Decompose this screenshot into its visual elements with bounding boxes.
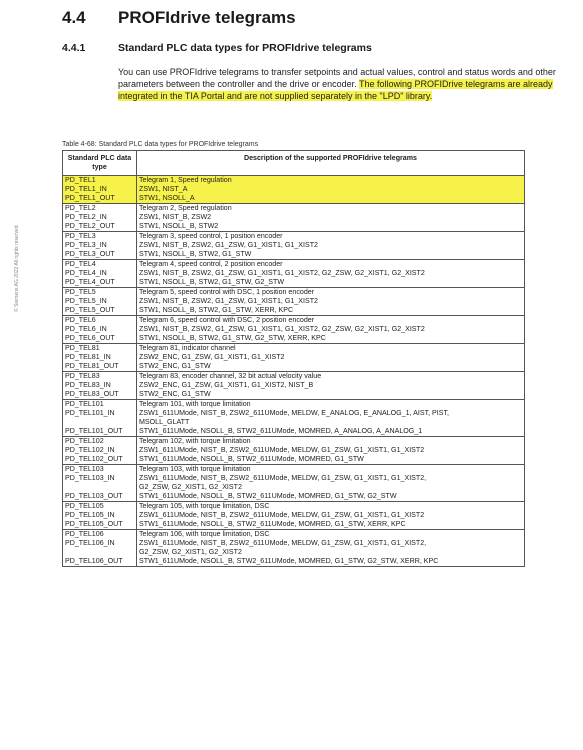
plc-type-line: PD_TEL83 (65, 372, 100, 380)
table-row (63, 372, 525, 400)
plc-type-line: PD_TEL81_IN (65, 353, 111, 361)
description-line: STW2_ENC, G1_STW (139, 390, 211, 398)
description-cell (137, 502, 525, 530)
table-row (63, 465, 525, 502)
description-line: STW2_ENC, G1_STW (139, 362, 211, 370)
plc-type-line: PD_TEL1 (65, 176, 96, 184)
plc-type-line: PD_TEL105_IN (65, 511, 115, 519)
description-line: ZSW1_611UMode, NIST_B, ZSW2_611UMode, MELDW, G1_ZSW, G1_XIST1, G1_XIST2 (139, 511, 425, 519)
table-row (63, 232, 525, 260)
table-row (63, 204, 525, 232)
description-line: Telegram 101, with torque limitation (139, 400, 251, 408)
description-cell (137, 260, 525, 288)
plc-type-line (65, 548, 134, 557)
description-line: ZSW1, NIST_B, ZSW2, G1_ZSW, G1_XIST1, G1_XIST2, G2_ZSW, G2_XIST1, G2_XIST2 (139, 325, 425, 333)
table-caption: Table 4-68: Standard PLC data types for PROFIdrive telegrams (62, 141, 259, 148)
description-cell (137, 400, 525, 437)
plc-type-line: PD_TEL105_OUT (65, 520, 123, 528)
plc-type-line: PD_TEL6_OUT (65, 334, 115, 342)
description-line: Telegram 2, Speed regulation (139, 204, 232, 212)
plc-type-line: PD_TEL2_IN (65, 213, 107, 221)
plc-type-line: PD_TEL5 (65, 288, 96, 296)
subsection-heading (62, 42, 372, 54)
description-line: Telegram 103, with torque limitation (139, 465, 251, 473)
description-line: Telegram 1, Speed regulation (139, 176, 232, 184)
description-cell (137, 437, 525, 465)
plc-type-cell (63, 400, 137, 437)
plc-type-line: PD_TEL101_IN (65, 409, 115, 417)
plc-type-line: PD_TEL6_IN (65, 325, 107, 333)
table-row (63, 437, 525, 465)
description-line: Telegram 81, indicator channel (139, 344, 236, 352)
header-plc-data-type: Standard PLC data type (63, 151, 137, 176)
plc-type-line: PD_TEL5_OUT (65, 306, 115, 314)
section-number: 4.4 (62, 8, 86, 27)
description-cell (137, 288, 525, 316)
description-line: ZSW2_ENC, G1_ZSW, G1_XIST1, G1_XIST2, NIST_B (139, 381, 314, 389)
description-line: ZSW1_611UMode, NIST_B, ZSW2_611UMode, MELDW, G1_ZSW, G1_XIST1, G1_XIST2, (139, 539, 427, 547)
telegram-table (62, 150, 525, 567)
plc-type-cell (63, 530, 137, 567)
plc-type-cell (63, 316, 137, 344)
table-row (63, 502, 525, 530)
header-description: Description of the supported PROFIdrive telegrams (137, 151, 525, 176)
description-cell (137, 204, 525, 232)
plc-type-line: PD_TEL2_OUT (65, 222, 115, 230)
plc-type-line: PD_TEL83_OUT (65, 390, 119, 398)
description-cell (137, 316, 525, 344)
description-line: ZSW1, NIST_B, ZSW2, G1_ZSW, G1_XIST1, G1_XIST2, G2_ZSW, G2_XIST1, G2_XIST2 (139, 269, 425, 277)
description-line: Telegram 106, with torque limitation, DSC (139, 530, 270, 538)
plc-type-cell (63, 176, 137, 204)
plc-type-line: PD_TEL106 (65, 530, 104, 538)
table-row (63, 260, 525, 288)
table-row (63, 288, 525, 316)
subsection-number: 4.4.1 (62, 42, 86, 54)
description-line: Telegram 105, with torque limitation, DSC (139, 502, 270, 510)
plc-type-cell (63, 260, 137, 288)
description-line: ZSW1_611UMode, NIST_B, ZSW2_611UMode, MELDW, G1_ZSW, G1_XIST1, G1_XIST2, (139, 474, 427, 482)
plc-type-line (65, 483, 134, 492)
description-line: Telegram 5, speed control with DSC, 1 position encoder (139, 288, 315, 296)
description-line: Telegram 4, speed control, 2 position encoder (139, 260, 283, 268)
description-line: Telegram 102, with torque limitation (139, 437, 251, 445)
table-row (63, 530, 525, 567)
description-cell (137, 465, 525, 502)
description-line: STW1_611UMode, NSOLL_B, STW2_611UMode, MOMRED, G1_STW, XERR, KPC (139, 520, 406, 528)
plc-type-line: PD_TEL81 (65, 344, 100, 352)
table-body (63, 176, 525, 567)
plc-type-line: PD_TEL3_IN (65, 241, 107, 249)
plc-type-line (65, 418, 134, 427)
section-title: PROFIdrive telegrams (118, 8, 296, 27)
description-line: STW1, NSOLL_B, STW2, G1_STW, XERR, KPC (139, 306, 294, 314)
plc-type-cell (63, 204, 137, 232)
description-cell (137, 232, 525, 260)
plc-type-line: PD_TEL81_OUT (65, 362, 119, 370)
plc-type-line: PD_TEL101 (65, 400, 104, 408)
plc-type-cell (63, 502, 137, 530)
plc-type-line: PD_TEL3_OUT (65, 250, 115, 258)
description-cell (137, 176, 525, 204)
section-heading (62, 8, 296, 28)
description-line: STW1, NSOLL_B, STW2 (139, 222, 219, 230)
description-line: STW1, NSOLL_B, STW2, G1_STW, G2_STW, XERR, KPC (139, 334, 326, 342)
plc-type-line: PD_TEL6 (65, 316, 96, 324)
description-line: STW1, NSOLL_B, STW2, G1_STW (139, 250, 252, 258)
description-line: ZSW1, NIST_B, ZSW2, G1_ZSW, G1_XIST1, G1_XIST2 (139, 241, 318, 249)
table-row (63, 400, 525, 437)
description-line: STW1_611UMode, NSOLL_B, STW2_611UMode, MOMRED, G1_STW, G2_STW (139, 492, 397, 500)
plc-type-line: PD_TEL1_OUT (65, 194, 115, 202)
description-line: Telegram 83, encoder channel, 32 bit actual velocity value (139, 372, 322, 380)
plc-type-line: PD_TEL106_OUT (65, 557, 123, 565)
plc-type-cell (63, 372, 137, 400)
plc-type-cell (63, 232, 137, 260)
description-line: G2_ZSW, G2_XIST1, G2_XIST2 (139, 548, 242, 556)
description-cell (137, 530, 525, 567)
description-line: Telegram 3, speed control, 1 position encoder (139, 232, 283, 240)
plc-type-line: PD_TEL4_IN (65, 269, 107, 277)
description-line: G2_ZSW, G2_XIST1, G2_XIST2 (139, 483, 242, 491)
plc-type-line: PD_TEL83_IN (65, 381, 111, 389)
plc-type-line: PD_TEL4_OUT (65, 278, 115, 286)
plc-type-cell (63, 288, 137, 316)
description-line: STW1_611UMode, NSOLL_B, STW2_611UMode, MOMRED, A_ANALOG, A_ANALOG_1 (139, 427, 423, 435)
plc-type-line: PD_TEL102_OUT (65, 455, 123, 463)
intro-highlighted-text: The following PROFIDrive telegrams are already integrated in the TIA Portal and are not supplied separately in the "LPD" library. (118, 79, 553, 101)
plc-type-line: PD_TEL2 (65, 204, 96, 212)
subsection-title: Standard PLC data types for PROFIdrive telegrams (118, 42, 372, 54)
table-row (63, 344, 525, 372)
description-cell (137, 372, 525, 400)
plc-type-cell (63, 344, 137, 372)
plc-type-line: PD_TEL106_IN (65, 539, 115, 547)
plc-type-line: PD_TEL102_IN (65, 446, 115, 454)
description-line: STW1, NSOLL_B, STW2, G1_STW, G2_STW (139, 278, 285, 286)
description-line: ZSW1, NIST_B, ZSW2, G1_ZSW, G1_XIST1, G1_XIST2 (139, 297, 318, 305)
description-line: ZSW2_ENC, G1_ZSW, G1_XIST1, G1_XIST2 (139, 353, 285, 361)
plc-type-line: PD_TEL4 (65, 260, 96, 268)
plc-type-line: PD_TEL103_IN (65, 474, 115, 482)
intro-text: You can use PROFIdrive telegrams to transfer setpoints and actual values, control and status words and other parameters between the controller and the drive or encoder. (118, 67, 556, 89)
plc-type-cell (63, 465, 137, 502)
description-line: STW1, NSOLL_A (139, 194, 195, 202)
plc-type-line: PD_TEL103 (65, 465, 104, 473)
description-line: ZSW1, NIST_B, ZSW2 (139, 213, 212, 221)
plc-type-line: PD_TEL105 (65, 502, 104, 510)
description-cell (137, 344, 525, 372)
description-line: MSOLL_GLATT (139, 418, 190, 426)
plc-type-line: PD_TEL102 (65, 437, 104, 445)
description-line: ZSW1_611UMode, NIST_B, ZSW2_611UMode, MELDW, E_ANALOG, E_ANALOG_1, AIST, PIST, (139, 409, 450, 417)
description-line: Telegram 6, speed control with DSC, 2 position encoder (139, 316, 315, 324)
intro-paragraph (118, 66, 568, 102)
plc-type-cell (63, 437, 137, 465)
description-line: ZSW1, NIST_A (139, 185, 188, 193)
plc-type-line: PD_TEL1_IN (65, 185, 107, 193)
description-line: STW1_611UMode, NSOLL_B, STW2_611UMode, MOMRED, G1_STW, G2_STW, XERR, KPC (139, 557, 439, 565)
table-row (63, 316, 525, 344)
description-line: STW1_611UMode, NSOLL_B, STW2_611UMode, MOMRED, G1_STW (139, 455, 364, 463)
copyright-sidebar: © Siemens AG 2022 All rights reserved (14, 225, 20, 312)
table-row (63, 176, 525, 204)
table-header-row (63, 151, 525, 176)
plc-type-line: PD_TEL103_OUT (65, 492, 123, 500)
description-line: ZSW1_611UMode, NIST_B, ZSW2_611UMode, MELDW, G1_ZSW, G1_XIST1, G1_XIST2 (139, 446, 425, 454)
plc-type-line: PD_TEL101_OUT (65, 427, 123, 435)
plc-type-line: PD_TEL3 (65, 232, 96, 240)
plc-type-line: PD_TEL5_IN (65, 297, 107, 305)
